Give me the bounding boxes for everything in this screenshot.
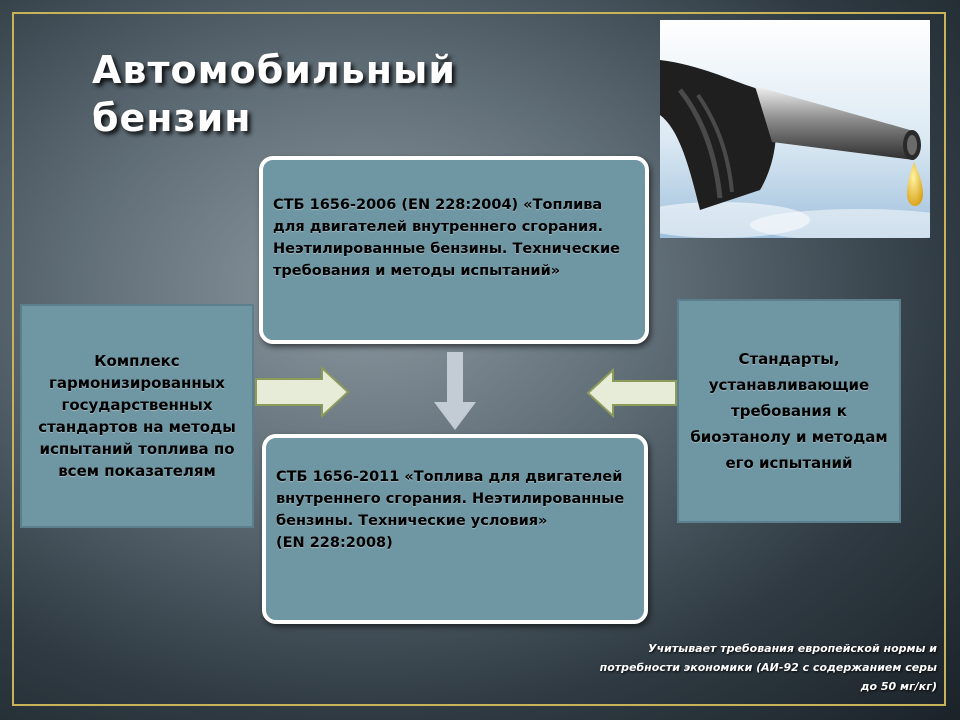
bioethanol-standards-box	[677, 299, 901, 523]
bioethanol-standards-text: Стандарты, устанавливающие требования к биоэтанолу и методам его испытаний	[690, 350, 888, 472]
fuel-nozzle-photo	[660, 20, 930, 238]
title-line-1: Автомобильный	[92, 48, 457, 92]
footnote-text: Учитывает требования европейской нормы и потребности экономики (АИ-92 с содержанием серы до 50 мг/кг)	[599, 642, 937, 693]
standard-2006-box	[259, 156, 649, 344]
standard-2011-box	[262, 434, 648, 624]
standard-2011-text-block	[276, 466, 636, 554]
slide-title	[92, 46, 456, 142]
arrow-left-icon	[586, 368, 678, 418]
fuel-nozzle-icon	[660, 20, 930, 238]
standard-2011-en-code: (EN 228:2008)	[276, 535, 393, 551]
standard-2006-text: СТБ 1656-2006 (EN 228:2004) «Топлива для двигателей внутреннего сгорания. Неэтилированные бензины. Технические требования и методы испытаний»	[273, 197, 620, 279]
harmonized-standards-box	[20, 304, 254, 528]
arrow-down-icon	[432, 352, 478, 432]
arrow-right-icon	[254, 366, 350, 418]
title-line-2: бензин	[92, 96, 252, 140]
harmonized-standards-text: Комплекс гармонизированных государственных стандартов на методы испытаний топлива по всем показателям	[38, 352, 236, 480]
standard-2011-text: СТБ 1656-2011 «Топлива для двигателей внутреннего сгорания. Неэтилированные бензины. Технические условия»	[276, 469, 625, 529]
